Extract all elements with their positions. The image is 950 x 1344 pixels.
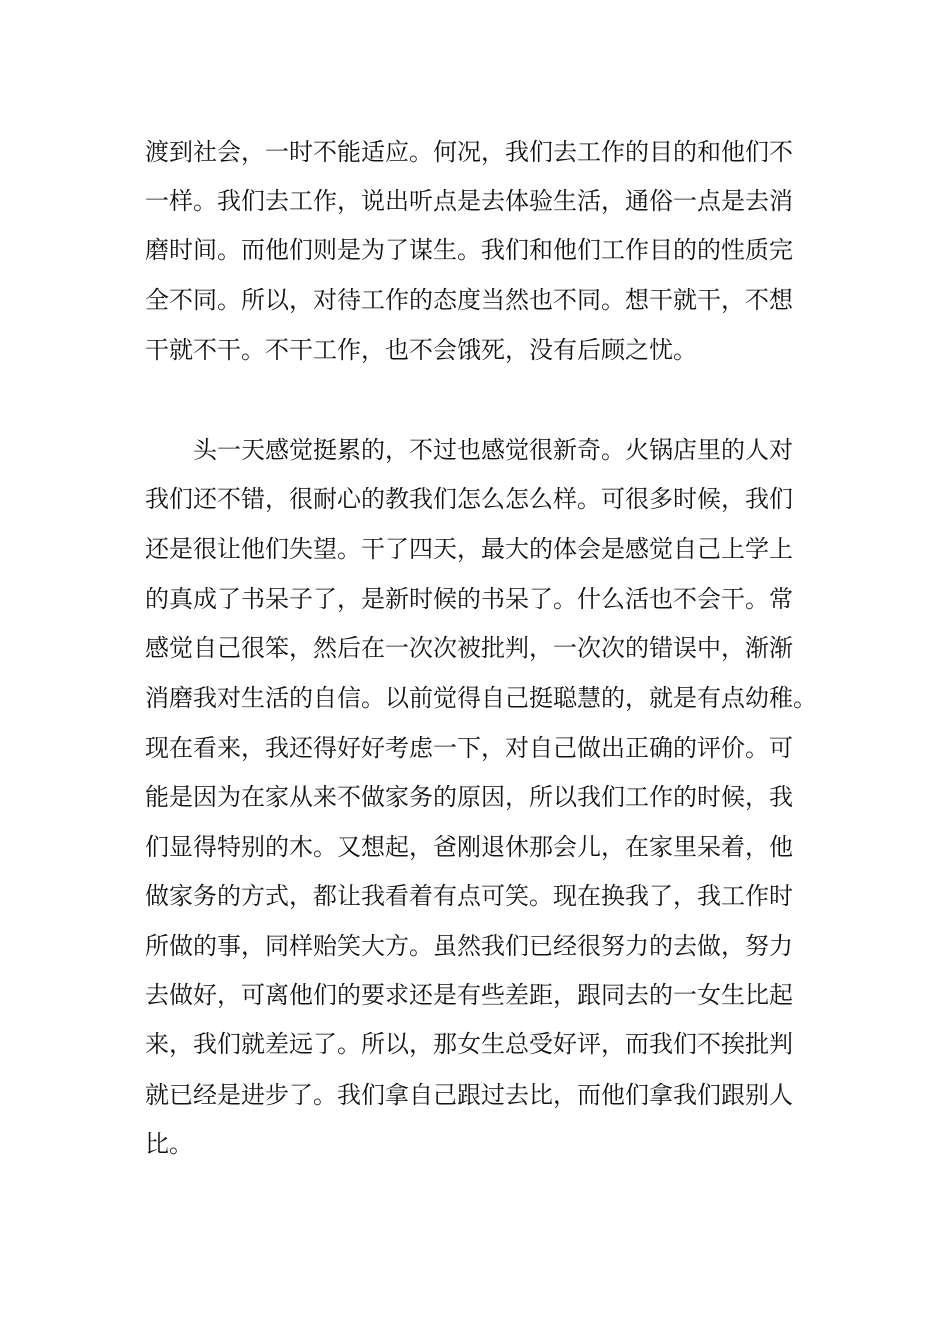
text-line: 现在看来，我还得好好考虑一下，对自己做出正确的评价。可 (145, 734, 793, 762)
text-line: 磨时间。而他们则是为了谋生。我们和他们工作目的的性质完 (145, 236, 793, 264)
text-line: 所做的事，同样贻笑大方。虽然我们已经很努力的去做，努力 (145, 932, 793, 960)
text-line: 渡到社会，一时不能适应。何况，我们去工作的目的和他们不 (145, 138, 793, 166)
text-line: 就已经是进步了。我们拿自己跟过去比，而他们拿我们跟别人 (145, 1081, 793, 1109)
text-line: 做家务的方式，都让我看着有点可笑。现在换我了，我工作时 (145, 882, 793, 910)
text-line: 消磨我对生活的自信。以前觉得自己挺聪慧的，就是有点幼稚。 (145, 684, 817, 712)
text-line: 感觉自己很笨，然后在一次次被批判，一次次的错误中，渐渐 (145, 634, 793, 662)
text-line: 去做好，可离他们的要求还是有些差距，跟同去的一女生比起 (145, 981, 793, 1009)
text-line: 我们还不错，很耐心的教我们怎么怎么样。可很多时候，我们 (145, 485, 793, 513)
text-line: 干就不干。不干工作，也不会饿死，没有后顾之忧。 (145, 336, 697, 364)
text-line: 能是因为在家从来不做家务的原因，所以我们工作的时候，我 (145, 783, 793, 811)
text-line: 来，我们就差远了。所以，那女生总受好评，而我们不挨批判 (145, 1030, 793, 1058)
text-line: 还是很让他们失望。干了四天，最大的体会是感觉自己上学上 (145, 535, 793, 563)
text-line: 的真成了书呆子了，是新时候的书呆了。什么活也不会干。常 (145, 585, 793, 613)
text-line: 比。 (145, 1130, 193, 1158)
text-line: 一样。我们去工作，说出听点是去体验生活，通俗一点是去消 (145, 187, 793, 215)
text-line: 头一天感觉挺累的，不过也感觉很新奇。火锅店里的人对 (193, 436, 793, 464)
text-line: 们显得特别的木。又想起，爸刚退休那会儿，在家里呆着，他 (145, 833, 793, 861)
text-line: 全不同。所以，对待工作的态度当然也不同。想干就干，不想 (145, 286, 793, 314)
